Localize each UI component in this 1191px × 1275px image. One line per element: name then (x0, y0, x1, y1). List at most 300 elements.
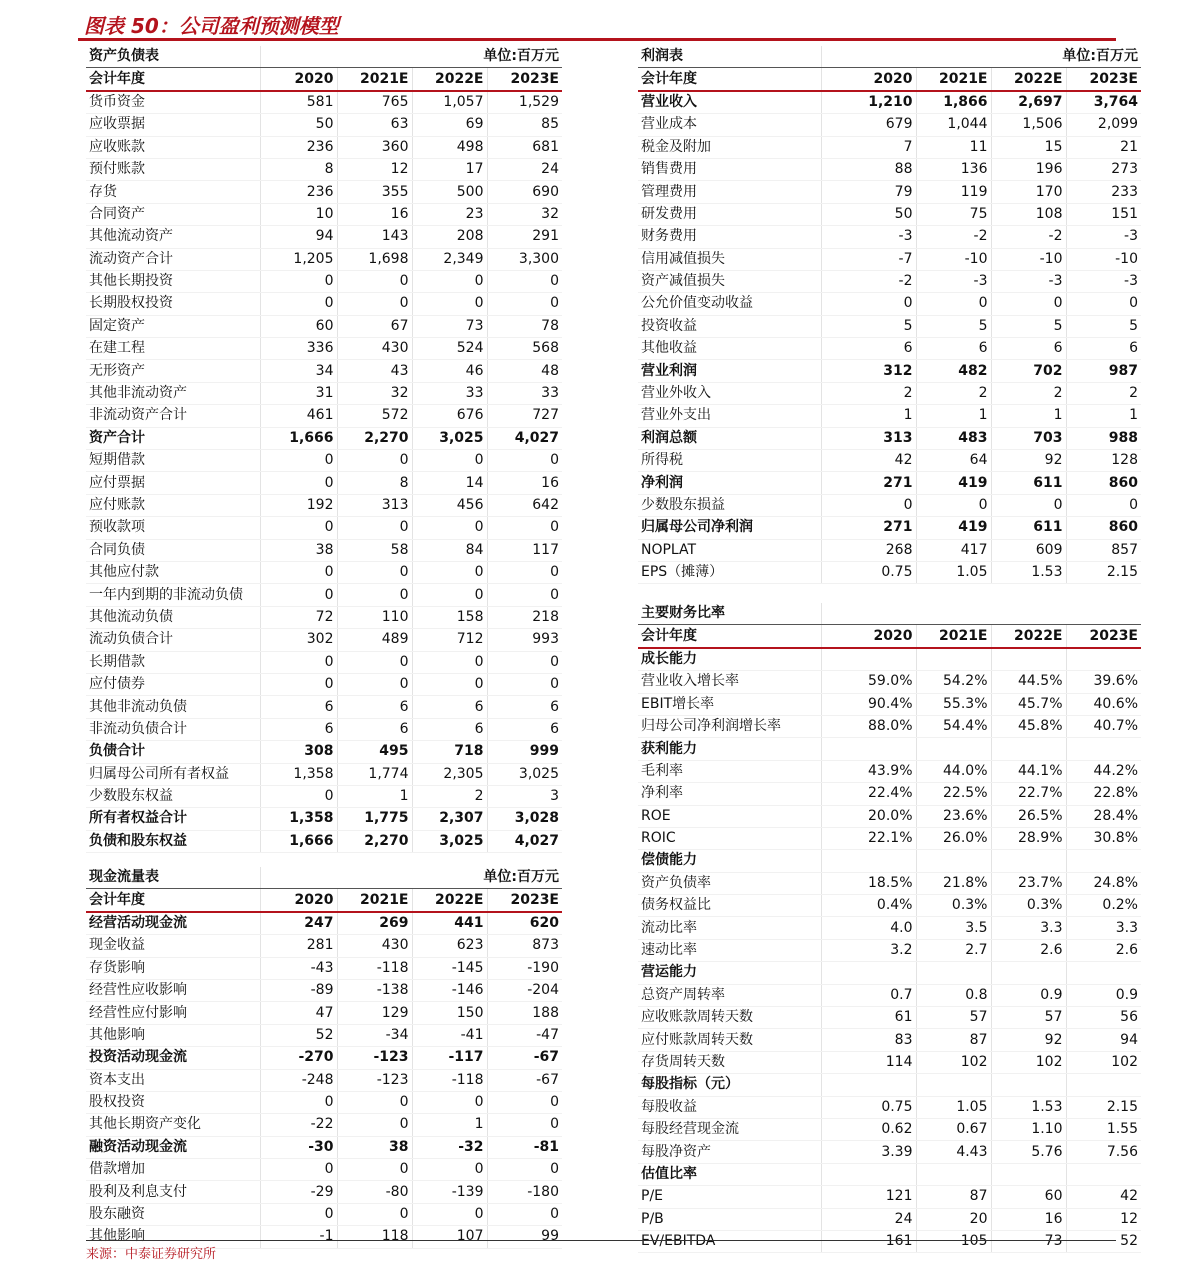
table-row (86, 808, 562, 830)
row-label: 经营性应付影响 (86, 1002, 260, 1024)
year-header: 2022E (412, 68, 487, 91)
value-cell: 0 (487, 1203, 562, 1225)
value-cell: 0.9 (1066, 984, 1141, 1006)
row-label: ROE (638, 805, 821, 827)
row-label: 财务费用 (638, 226, 821, 248)
row-label: 其他影响 (86, 1226, 260, 1248)
table-row (638, 1141, 1141, 1163)
value-cell: -30 (260, 1136, 337, 1158)
row-label: 偿债能力 (638, 850, 821, 872)
value-cell: -270 (260, 1047, 337, 1069)
value-cell: 143 (337, 226, 412, 248)
value-cell: 6 (1066, 338, 1141, 360)
value-cell: 21.8% (916, 872, 991, 894)
value-cell: 0 (487, 517, 562, 539)
value-cell: 233 (1066, 181, 1141, 203)
value-cell: 3,028 (487, 808, 562, 830)
value-cell: 46 (412, 360, 487, 382)
year-header: 2023E (1066, 68, 1141, 91)
value-cell: 0.3% (916, 895, 991, 917)
row-label: 归属母公司所有者权益 (86, 763, 260, 785)
value-cell: 151 (1066, 203, 1141, 225)
value-cell: 3.3 (991, 917, 1066, 939)
row-label: 速动比率 (638, 939, 821, 961)
table-row (86, 427, 562, 449)
value-cell: 0 (260, 472, 337, 494)
table-row (86, 629, 562, 651)
table-row (638, 827, 1141, 849)
row-label: 毛利率 (638, 760, 821, 782)
value-cell (1066, 738, 1141, 760)
section-title-row (86, 46, 562, 68)
value-cell: 0 (260, 293, 337, 315)
value-cell: 2.6 (991, 939, 1066, 961)
value-cell: 4,027 (487, 427, 562, 449)
value-cell: -138 (337, 979, 412, 1001)
value-cell: 32 (487, 203, 562, 225)
value-cell: 0.8 (916, 984, 991, 1006)
value-cell: 993 (487, 629, 562, 651)
value-cell: 0 (412, 673, 487, 695)
table-row (638, 1096, 1141, 1118)
row-label: 合同负债 (86, 539, 260, 561)
value-cell: 17 (412, 158, 487, 180)
value-cell: 461 (260, 405, 337, 427)
value-cell: 0 (487, 450, 562, 472)
value-cell: 15 (991, 136, 1066, 158)
row-label: 其他应付款 (86, 561, 260, 583)
table-row (638, 405, 1141, 427)
value-cell: 271 (821, 472, 916, 494)
table-row (86, 360, 562, 382)
value-cell: 0 (487, 1159, 562, 1181)
value-cell: 4.43 (916, 1141, 991, 1163)
value-cell: 6 (487, 718, 562, 740)
header-row (86, 889, 562, 912)
row-label: 经营性应收影响 (86, 979, 260, 1001)
value-cell: 64 (916, 450, 991, 472)
value-cell: 31 (260, 382, 337, 404)
value-cell: 419 (916, 472, 991, 494)
row-label: NOPLAT (638, 539, 821, 561)
value-cell: 269 (337, 912, 412, 935)
value-cell: 0 (991, 293, 1066, 315)
row-label: 营业外收入 (638, 382, 821, 404)
value-cell: 61 (821, 1007, 916, 1029)
row-label: 少数股东损益 (638, 494, 821, 516)
value-cell: 1,774 (337, 763, 412, 785)
value-cell: 79 (821, 181, 916, 203)
table-row (638, 738, 1141, 760)
row-label: 资产合计 (86, 427, 260, 449)
value-cell: 0 (337, 1203, 412, 1225)
value-cell: 7 (821, 136, 916, 158)
section-title: 现金流量表 (86, 867, 260, 889)
table-row (638, 382, 1141, 404)
value-cell: 336 (260, 338, 337, 360)
value-cell: 170 (991, 181, 1066, 203)
value-cell: 54.4% (916, 715, 991, 737)
value-cell: 0 (412, 1159, 487, 1181)
row-label: 无形资产 (86, 360, 260, 382)
row-label: 负债合计 (86, 741, 260, 763)
row-label: 股东融资 (86, 1203, 260, 1225)
value-cell (821, 1163, 916, 1185)
cash-flow-panel (86, 867, 562, 1249)
value-cell: 30.8% (1066, 827, 1141, 849)
value-cell: 1.53 (991, 1096, 1066, 1118)
value-cell: 703 (991, 427, 1066, 449)
value-cell: 0 (260, 517, 337, 539)
value-cell: 105 (916, 1230, 991, 1252)
value-cell: 6 (260, 718, 337, 740)
value-cell: 136 (916, 158, 991, 180)
value-cell: 999 (487, 741, 562, 763)
row-label: EV/EBITDA (638, 1230, 821, 1252)
value-cell: 611 (991, 517, 1066, 539)
row-label: 所得税 (638, 450, 821, 472)
value-cell: 0.2% (1066, 895, 1141, 917)
row-label: 总资产周转率 (638, 984, 821, 1006)
value-cell: 108 (991, 203, 1066, 225)
table-row (86, 158, 562, 180)
value-cell: 5 (991, 315, 1066, 337)
value-cell: 87 (916, 1029, 991, 1051)
value-cell: 0.4% (821, 895, 916, 917)
value-cell: 117 (487, 539, 562, 561)
value-cell: 2.7 (916, 939, 991, 961)
table-row (638, 494, 1141, 516)
value-cell: 3 (487, 785, 562, 807)
row-label: 营业外支出 (638, 405, 821, 427)
value-cell: 524 (412, 338, 487, 360)
table-row (86, 136, 562, 158)
value-cell: -204 (487, 979, 562, 1001)
row-label: 其他非流动资产 (86, 382, 260, 404)
income-statement-panel (638, 46, 1141, 584)
row-label: 营业成本 (638, 114, 821, 136)
table-row (638, 136, 1141, 158)
value-cell: 75 (916, 203, 991, 225)
value-cell: 3,025 (487, 763, 562, 785)
value-cell: 0.67 (916, 1118, 991, 1140)
value-cell: 69 (412, 114, 487, 136)
value-cell: 73 (412, 315, 487, 337)
table-row (638, 1007, 1141, 1029)
value-cell: 430 (337, 338, 412, 360)
value-cell: -43 (260, 957, 337, 979)
value-cell: 988 (1066, 427, 1141, 449)
value-cell: 419 (916, 517, 991, 539)
value-cell: 308 (260, 741, 337, 763)
value-cell: 1,666 (260, 427, 337, 449)
label-header: 会计年度 (638, 625, 821, 648)
value-cell (991, 962, 1066, 984)
value-cell: 22.8% (1066, 783, 1141, 805)
value-cell: 0 (412, 561, 487, 583)
value-cell: 33 (487, 382, 562, 404)
section-title-row (638, 46, 1141, 68)
value-cell: 0 (487, 1091, 562, 1113)
value-cell: 40.6% (1066, 693, 1141, 715)
value-cell: 94 (1066, 1029, 1141, 1051)
row-label: 投资收益 (638, 315, 821, 337)
section-title: 资产负债表 (86, 46, 260, 68)
row-label: 非流动负债合计 (86, 718, 260, 740)
value-cell: 0 (337, 1114, 412, 1136)
value-cell: 22.5% (916, 783, 991, 805)
row-label: 应收账款 (86, 136, 260, 158)
value-cell: 1.55 (1066, 1118, 1141, 1140)
value-cell: 0 (412, 517, 487, 539)
value-cell: 57 (991, 1007, 1066, 1029)
value-cell: -41 (412, 1024, 487, 1046)
value-cell: -3 (1066, 226, 1141, 248)
row-label: 应付票据 (86, 472, 260, 494)
table-row (638, 648, 1141, 671)
year-header: 2020 (260, 889, 337, 912)
row-label: 股权投资 (86, 1091, 260, 1113)
value-cell: -7 (821, 248, 916, 270)
value-cell: 44.5% (991, 671, 1066, 693)
table-row (86, 91, 562, 114)
value-cell: 102 (916, 1051, 991, 1073)
value-cell: 0 (260, 1091, 337, 1113)
value-cell: 1 (1066, 405, 1141, 427)
value-cell: 0 (260, 584, 337, 606)
value-cell: 1,044 (916, 114, 991, 136)
value-cell: -34 (337, 1024, 412, 1046)
row-label: 资产减值损失 (638, 270, 821, 292)
value-cell: 0 (1066, 494, 1141, 516)
value-cell: 0 (260, 1203, 337, 1225)
row-label: 其他影响 (86, 1024, 260, 1046)
row-label: 获利能力 (638, 738, 821, 760)
value-cell: 712 (412, 629, 487, 651)
table-row (638, 693, 1141, 715)
row-label: 信用减值损失 (638, 248, 821, 270)
value-cell: 0 (337, 450, 412, 472)
value-cell: 355 (337, 181, 412, 203)
value-cell: 84 (412, 539, 487, 561)
value-cell: 987 (1066, 360, 1141, 382)
row-label: 其他长期投资 (86, 270, 260, 292)
table-row (86, 293, 562, 315)
row-label: 归母公司净利润增长率 (638, 715, 821, 737)
value-cell: 417 (916, 539, 991, 561)
value-cell: 40.7% (1066, 715, 1141, 737)
table-row (86, 584, 562, 606)
value-cell: 0 (337, 517, 412, 539)
unit-label: 单位:百万元 (260, 867, 562, 889)
table-row (638, 517, 1141, 539)
table-row (86, 1136, 562, 1158)
value-cell: 0 (487, 673, 562, 695)
value-cell: 0 (337, 673, 412, 695)
table-row (638, 1208, 1141, 1230)
row-label: 负债和股东权益 (86, 830, 260, 852)
value-cell: -3 (1066, 270, 1141, 292)
year-header: 2020 (821, 68, 916, 91)
value-cell: 90.4% (821, 693, 916, 715)
table-row (638, 872, 1141, 894)
table-row (86, 1091, 562, 1113)
value-cell: 6 (337, 718, 412, 740)
value-cell: 8 (337, 472, 412, 494)
value-cell: 1.53 (991, 561, 1066, 583)
value-cell: 0 (337, 1091, 412, 1113)
row-label: ROIC (638, 827, 821, 849)
value-cell: 6 (412, 718, 487, 740)
value-cell: 0 (412, 1203, 487, 1225)
value-cell: 119 (916, 181, 991, 203)
value-cell (821, 738, 916, 760)
row-label: 合同资产 (86, 203, 260, 225)
value-cell: 192 (260, 494, 337, 516)
value-cell: 5 (1066, 315, 1141, 337)
value-cell: 3.5 (916, 917, 991, 939)
value-cell: 208 (412, 226, 487, 248)
table-row (638, 450, 1141, 472)
table-row (638, 1118, 1141, 1140)
source-note: 来源：中泰证券研究所 (86, 1240, 1116, 1262)
row-label: 利润总额 (638, 427, 821, 449)
table-row (86, 270, 562, 292)
table-row (86, 450, 562, 472)
value-cell: 0.9 (991, 984, 1066, 1006)
value-cell: 0 (337, 561, 412, 583)
year-header: 2020 (260, 68, 337, 91)
value-cell: 1 (337, 785, 412, 807)
value-cell: 0 (821, 293, 916, 315)
table-row (86, 181, 562, 203)
row-label: 应付账款周转天数 (638, 1029, 821, 1051)
table-row (86, 718, 562, 740)
value-cell: 620 (487, 912, 562, 935)
value-cell: 50 (260, 114, 337, 136)
row-label: 营业收入 (638, 91, 821, 114)
value-cell (1066, 648, 1141, 671)
table-row (86, 472, 562, 494)
value-cell: 60 (991, 1186, 1066, 1208)
value-cell: 857 (1066, 539, 1141, 561)
value-cell: 873 (487, 935, 562, 957)
value-cell: -139 (412, 1181, 487, 1203)
row-label: 营运能力 (638, 962, 821, 984)
table-row (86, 114, 562, 136)
value-cell: -10 (1066, 248, 1141, 270)
table-row (86, 338, 562, 360)
value-cell: 0 (412, 270, 487, 292)
table-row (638, 1163, 1141, 1185)
value-cell: 48 (487, 360, 562, 382)
value-cell: 0 (916, 293, 991, 315)
value-cell: 20 (916, 1208, 991, 1230)
label-header: 会计年度 (86, 68, 260, 91)
table-row (86, 1114, 562, 1136)
value-cell: 63 (337, 114, 412, 136)
value-cell: 78 (487, 315, 562, 337)
value-cell: 0.75 (821, 561, 916, 583)
value-cell: 679 (821, 114, 916, 136)
table-row (86, 1047, 562, 1069)
value-cell: 2,307 (412, 808, 487, 830)
value-cell: 24 (487, 158, 562, 180)
value-cell: 0 (412, 1091, 487, 1113)
table-row (638, 715, 1141, 737)
value-cell (916, 738, 991, 760)
row-label: 应付债券 (86, 673, 260, 695)
value-cell: 281 (260, 935, 337, 957)
table-row (86, 673, 562, 695)
value-cell: 0 (487, 293, 562, 315)
value-cell: 24 (821, 1208, 916, 1230)
value-cell: 2.15 (1066, 561, 1141, 583)
row-label: 债务权益比 (638, 895, 821, 917)
value-cell: 3.3 (1066, 917, 1141, 939)
year-header: 2022E (412, 889, 487, 912)
value-cell: -180 (487, 1181, 562, 1203)
value-cell: 302 (260, 629, 337, 651)
table-row (638, 984, 1141, 1006)
table-row (86, 539, 562, 561)
value-cell: 58 (337, 539, 412, 561)
table-row (638, 1186, 1141, 1208)
table-row (86, 494, 562, 516)
unit-label: 单位:百万元 (260, 46, 562, 68)
value-cell: 34 (260, 360, 337, 382)
value-cell: 456 (412, 494, 487, 516)
table-row (638, 315, 1141, 337)
row-label: 长期股权投资 (86, 293, 260, 315)
table-row (638, 962, 1141, 984)
row-label: 存货 (86, 181, 260, 203)
section-title: 利润表 (638, 46, 821, 68)
value-cell (821, 648, 916, 671)
value-cell: -2 (916, 226, 991, 248)
value-cell (1066, 1074, 1141, 1096)
value-cell: 99 (487, 1226, 562, 1248)
row-label: 借款增加 (86, 1159, 260, 1181)
row-label: 其他流动资产 (86, 226, 260, 248)
value-cell: -248 (260, 1069, 337, 1091)
value-cell: 483 (916, 427, 991, 449)
value-cell: -2 (991, 226, 1066, 248)
value-cell: 568 (487, 338, 562, 360)
value-cell: 0 (412, 584, 487, 606)
table-row (86, 696, 562, 718)
value-cell: 1,775 (337, 808, 412, 830)
row-label: 净利润 (638, 472, 821, 494)
value-cell: 0 (260, 450, 337, 472)
value-cell: 0 (916, 494, 991, 516)
value-cell: 88.0% (821, 715, 916, 737)
value-cell: 6 (916, 338, 991, 360)
value-cell: 0.7 (821, 984, 916, 1006)
table-row (638, 293, 1141, 315)
table-row (638, 1051, 1141, 1073)
value-cell: 1 (991, 405, 1066, 427)
value-cell: 73 (991, 1230, 1066, 1252)
year-header: 2023E (1066, 625, 1141, 648)
value-cell: -80 (337, 1181, 412, 1203)
value-cell (916, 850, 991, 872)
value-cell: 2,349 (412, 248, 487, 270)
value-cell: 6 (412, 696, 487, 718)
row-label: EPS（摊薄） (638, 561, 821, 583)
value-cell: 94 (260, 226, 337, 248)
value-cell: 1,666 (260, 830, 337, 852)
